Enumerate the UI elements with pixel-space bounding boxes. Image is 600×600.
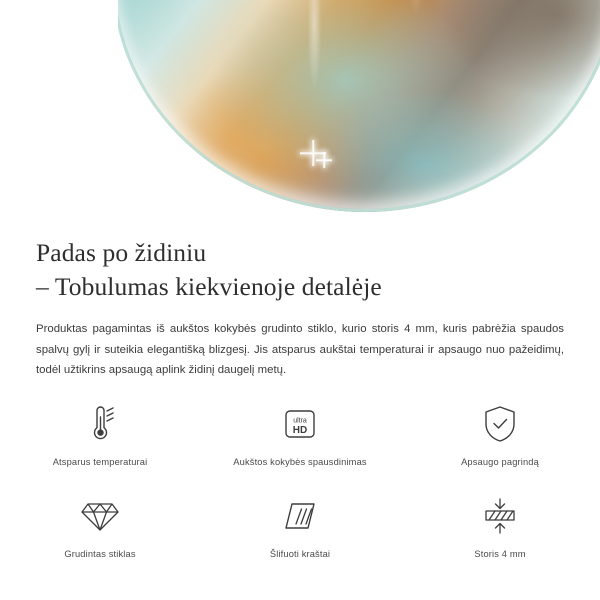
text-content	[0, 222, 600, 380]
product-round-glass-board	[112, 0, 600, 212]
polished-edges-icon	[274, 493, 326, 539]
feature-label: Aukštos kokybės spausdinimas	[233, 457, 367, 467]
feature-item-surface-protection	[400, 395, 600, 487]
feature-label: Grudintas stiklas	[64, 549, 136, 559]
feature-label: Atsparus temperaturai	[52, 457, 148, 467]
feature-item-thickness	[400, 487, 600, 579]
thermometer-icon	[74, 401, 126, 447]
headline-line-1: Padas po židiniu	[36, 238, 207, 267]
feature-item-temperature-resistant	[0, 395, 200, 487]
feature-grid	[0, 395, 600, 579]
feature-item-high-quality-print	[200, 395, 400, 487]
page-title	[0, 222, 600, 303]
diamond-icon	[74, 493, 126, 539]
feature-item-polished-edges	[200, 487, 400, 579]
ultra-hd-icon	[274, 401, 326, 447]
svg-text:HD: HD	[292, 425, 308, 436]
body-paragraph: Produktas pagamintas iš aukštos kokybės grudinto stiklo, kurio storis 4 mm, kuris pabrėžia spaudos spalvų gylį ir suteikia elegantišką blizgesį. Jis atsparus aukštai temperaturai ir apsaugo nuo pažeidimų, todėl užtikrins apsaugą aplink židinį daugelį metų.	[36, 323, 564, 376]
hero-left-white-strip	[0, 0, 118, 222]
feature-item-tempered-glass	[0, 487, 200, 579]
hero-image-area	[0, 0, 600, 222]
svg-text:ultra: ultra	[293, 417, 307, 425]
thickness-arrows-icon	[474, 493, 526, 539]
headline-line-2: – Tobulumas kiekvienoje detalėje	[36, 271, 382, 301]
shield-check-icon	[474, 401, 526, 447]
feature-label: Storis 4 mm	[474, 549, 526, 559]
feature-label: Apsaugo pagrindą	[461, 457, 539, 467]
feature-label: Šlifuoti kraštai	[269, 549, 331, 559]
